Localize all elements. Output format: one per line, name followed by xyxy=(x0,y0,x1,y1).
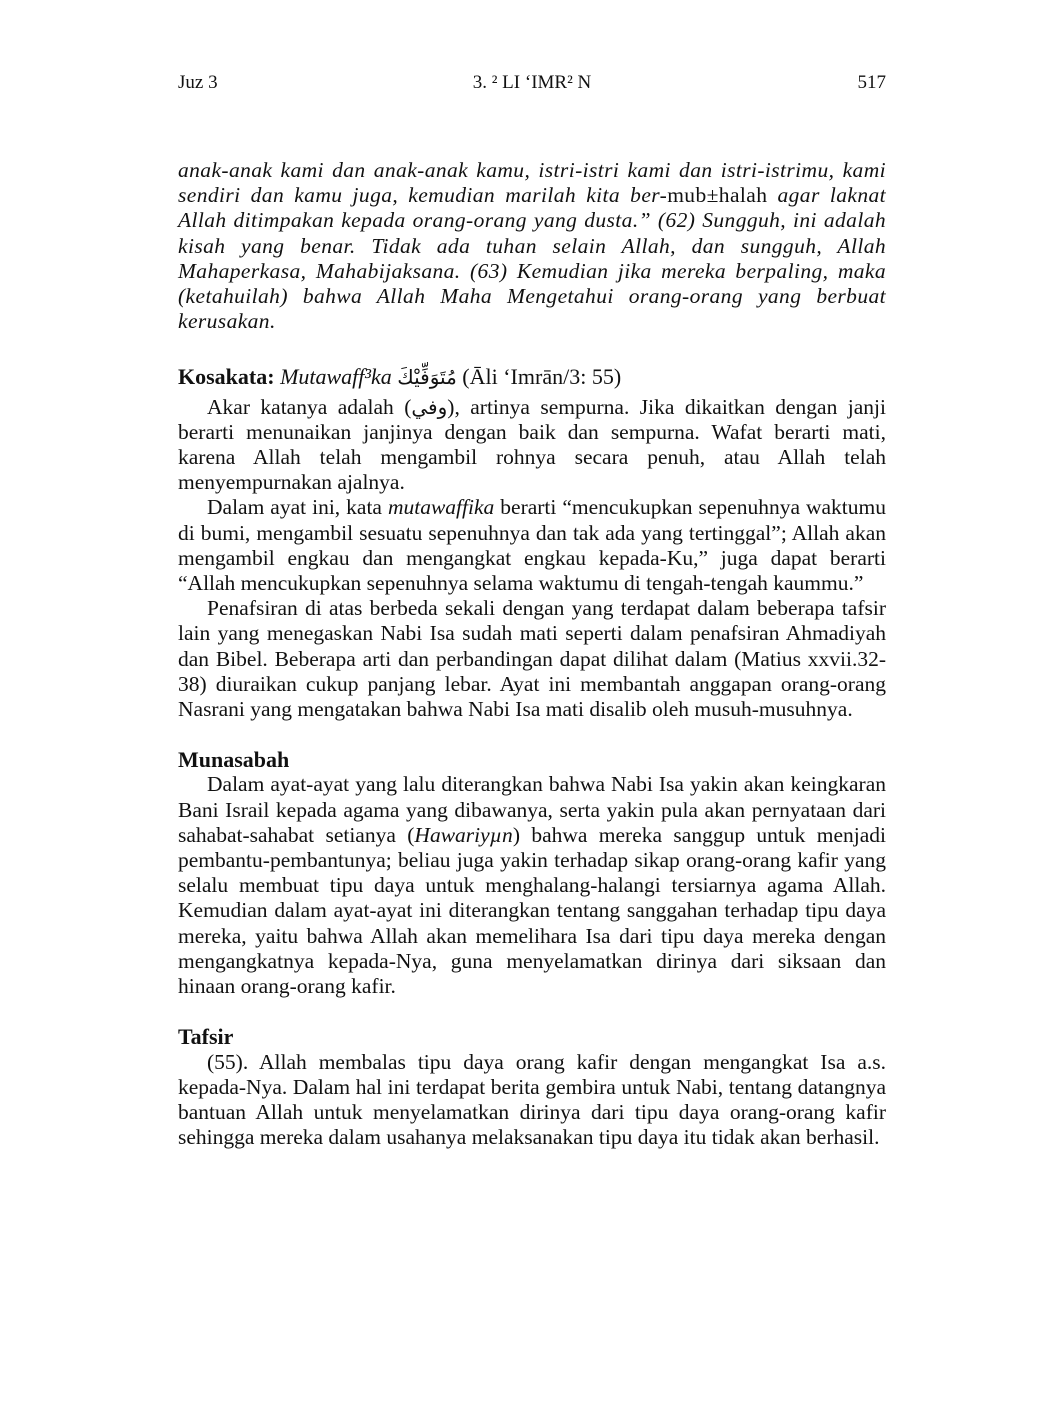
surah-title: 3. ² LI ‘IMR² N xyxy=(472,72,592,93)
munasabah-title: Munasabah xyxy=(178,747,290,773)
kosakata-p2-b: berarti “mencukupkan sepenuhnya waktumu di bumi, mengambil sesuatu sepenuhnya dan tak ada yang tertinggal”; Allah akan mengambil engkau dan mengangkat engkau kepada-Ku,” juga dapat berarti “Allah mencukupkan sepenuhnya selama waktumu di tengah-tengah kaummu.” xyxy=(178,495,886,596)
translation-term: mub±halah xyxy=(667,183,768,208)
tafsir-title: Tafsir xyxy=(178,1024,234,1050)
tafsir-paragraph: (55). Allah membalas tipu daya orang kafir dengan mengangkat Isa a.s. kepada-Nya. Dalam hal ini terdapat berita gembira untuk Nabi, tentang datangnya bantuan Allah untuk menyelamatkan dirinya dari tipu daya orang-orang kafir sehingga mereka dalam usahanya melaksanakan tipu daya itu tidak akan berhasil. xyxy=(178,1049,886,1150)
kosakata-ref: (Āli ‘Imrān/3: 55) xyxy=(462,364,622,390)
page-number: 517 xyxy=(857,72,886,93)
kosakata-paragraph-2 xyxy=(178,495,886,596)
kosakata-p1-arabic: وفي xyxy=(411,394,448,419)
kosakata-p1-b: ), artinya sempurna. Jika dikaitkan dengan janji berarti menunaikan janjinya dengan baik dan sempurna. Wafat berarti mati, karena Allah telah mengambil rohnya secara penuh, atau Allah telah menyempurnakan ajalnya. xyxy=(178,394,886,495)
munasabah-paragraph xyxy=(178,772,886,999)
kosakata-heading xyxy=(178,364,886,390)
kosakata-term: Mutawaff³ka xyxy=(280,364,392,390)
munasabah-p-b: ) bahwa mereka sanggup untuk menjadi pembantu-pembantunya; beliau juga yakin terhadap sikap orang-orang kafir yang selalu membuat tipu daya untuk menghalang-halangi tersiarnya agama Allah. Kemudian dalam ayat-ayat ini diterangkan tentang sanggahan terhadap tipu daya mereka, yaitu bahwa Allah akan memelihara Isa dari tipu daya mereka dengan mengangkatnya kepada-Nya, guna menyelamatkan dirinya dari siksaan dan hinaan orang-orang kafir. xyxy=(178,822,887,999)
kosakata-label: Kosakata: xyxy=(178,364,275,390)
kosakata-p2-term: mutawaffika xyxy=(387,495,495,520)
translation-paragraph xyxy=(178,158,886,334)
page-header xyxy=(178,72,886,102)
kosakata-arabic: مُتَوَفِّيْكَ xyxy=(397,365,457,390)
munasabah-p-a: Dalam ayat-ayat yang lalu diterangkan bahwa Nabi Isa yakin akan keingkaran Bani Israil kepada agama yang dibawanya, serta yakin pula akan pernyataan dari sahabat-sahabat setianya ( xyxy=(178,772,886,847)
juz-label: Juz 3 xyxy=(178,72,218,93)
translation-text-1: anak-anak kami dan anak-anak kamu, istri-istri kami dan istri-istrimu, kami sendiri dan kamu juga, kemudian marilah kita ber- xyxy=(178,158,886,208)
page-content xyxy=(178,158,886,1150)
kosakata-p1-a: Akar katanya adalah ( xyxy=(207,394,412,419)
translation-text-2: agar laknat Allah ditimpakan kepada orang-orang yang dusta.” (62) Sungguh, ini adalah kisah yang benar. Tidak ada tuhan selain Allah, dan sungguh, Allah Mahaperkasa, Mahabijaksana. (63) Kemudian jika mereka berpaling, maka (ketahuilah) bahwa Allah Maha Mengetahui orang-orang yang berbuat kerusakan. xyxy=(178,183,886,334)
kosakata-paragraph-1 xyxy=(178,395,886,496)
kosakata-p2-a: Dalam ayat ini, kata xyxy=(207,495,388,520)
kosakata-paragraph-3: Penafsiran di atas berbeda sekali dengan yang terdapat dalam beberapa tafsir lain yang menegaskan Nabi Isa sudah mati seperti dalam penafsiran Ahmadiyah dan Bibel. Beberapa arti dan perbandingan dapat dilihat dalam (Matius xxvii.32-38) diuraikan cukup panjang lebar. Ayat ini membantah anggapan orang-orang Nasrani yang mengatakan bahwa Nabi Isa mati disalib oleh musuh-musuhnya. xyxy=(178,596,886,722)
munasabah-term: Hawariyµn xyxy=(414,822,513,847)
